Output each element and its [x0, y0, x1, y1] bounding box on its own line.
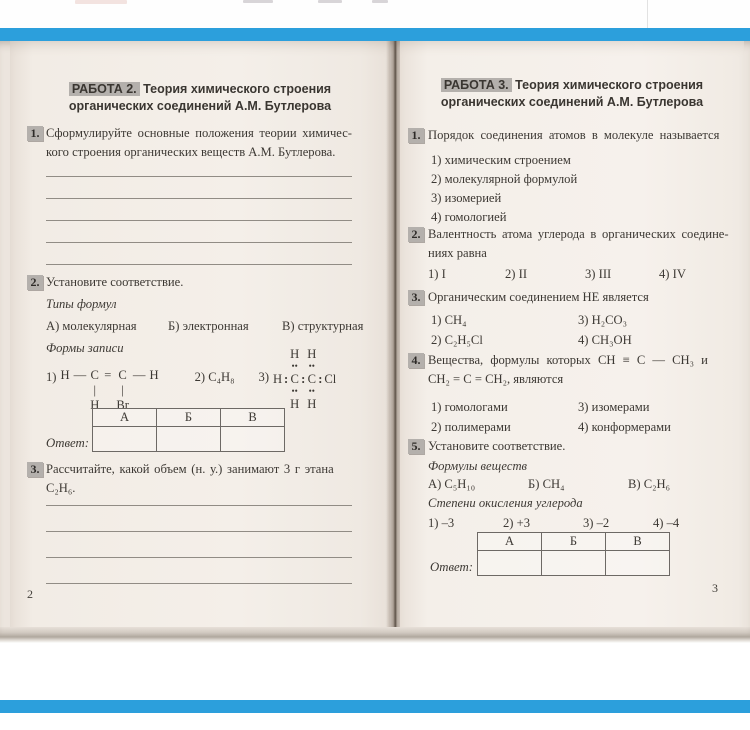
question-text-line: Установите соответствие. — [428, 439, 566, 453]
option: 1) гомологами — [431, 400, 508, 414]
electron-formula-grid — [273, 348, 336, 413]
column-header-v: В — [606, 533, 670, 551]
header-line-1 — [400, 77, 744, 94]
atom: H — [290, 347, 300, 361]
page-left — [10, 41, 390, 627]
electron-dots: •• — [291, 386, 298, 396]
browser-top-strip — [0, 0, 750, 28]
answer-table-left — [92, 408, 285, 452]
question-text-line: Рассчитайте, какой объем (н. у.) занимают 3 г этана — [46, 462, 334, 476]
atom: C — [118, 368, 127, 382]
page-right — [400, 41, 744, 627]
ruled-answer-line — [46, 532, 352, 558]
answer-cell-a — [478, 551, 542, 576]
atom: C — [290, 372, 299, 386]
question-text-line: Порядок соединения атомов в молекуле называется — [428, 128, 720, 142]
answer-lines-q1 — [46, 155, 352, 265]
question-number-badge: 1. — [27, 126, 43, 141]
option: 3) изомерами — [578, 400, 650, 414]
formula-label: 3) — [258, 370, 270, 384]
answer-label: Ответ: — [46, 436, 90, 450]
header-line-2: органических соединений А.М. Бутлерова — [440, 95, 704, 109]
question-5 — [408, 437, 722, 532]
atom: Cl — [324, 372, 337, 386]
option: 3) изомерией — [431, 191, 502, 205]
question-number-badge: 3. — [408, 290, 424, 305]
left-page-header — [10, 81, 390, 115]
answer-table-header-row — [93, 409, 285, 427]
clipped-toolbar-artifact — [318, 0, 342, 3]
option: 3) H₂CO₃ — [578, 313, 628, 327]
options-inline — [428, 265, 722, 284]
option: 2) +3 — [503, 516, 531, 530]
question-number-badge: 3. — [27, 462, 43, 477]
answer-table-input-row — [478, 551, 670, 576]
question-text-line: Сформулируйте основные положения теории химичес- — [46, 126, 352, 140]
atom: C — [307, 372, 316, 386]
match-group-label: Типы формул — [46, 297, 117, 311]
question-text-line: CH₂ = C = CH₂, являются — [428, 372, 564, 386]
option: 3) III — [585, 267, 612, 281]
answer-cell-b — [157, 427, 221, 452]
option: 1) I — [428, 267, 446, 281]
molecular-formula: 2) C₄H₈ — [194, 370, 235, 384]
bond: — — [73, 368, 87, 382]
question-text-line: ниях равна — [428, 246, 487, 260]
header-title: Теория химического строения — [515, 78, 704, 92]
electron-dots: •• — [308, 386, 315, 396]
formula-type-options — [46, 317, 362, 336]
answer-cell-b — [542, 551, 606, 576]
ruled-answer-line — [46, 199, 352, 221]
electron-dots: •• — [308, 361, 315, 371]
question-text-line: Установите соответствие. — [46, 275, 184, 289]
electron-formula — [259, 348, 337, 413]
clipped-toolbar-artifact — [75, 0, 127, 4]
ruled-answer-line — [46, 506, 352, 532]
option: В) структурная — [282, 319, 364, 333]
match-group-label: Степени окисления углерода — [428, 496, 583, 510]
options-two-column — [431, 310, 722, 350]
question-text-line: Вещества, формулы которых CH ≡ C — CH₃ и — [428, 353, 708, 367]
answer-cell-v — [221, 427, 285, 452]
header-line-2: органических соединений А.М. Бутлерова — [68, 99, 332, 113]
question-1 — [408, 126, 722, 227]
ruled-answer-line — [46, 558, 352, 584]
option: 4) CH₃OH — [578, 333, 632, 347]
formula-row — [46, 348, 362, 413]
toolbar-divider — [647, 0, 648, 28]
atom: H — [307, 347, 317, 361]
book-bottom-edge — [0, 627, 750, 643]
option: Б) электронная — [168, 319, 249, 333]
question-text-line: кого строения органических веществ А.М. Бутлерова. — [46, 145, 336, 159]
electron-dots: •• — [291, 361, 298, 371]
page-number-right: 3 — [712, 581, 718, 595]
clipped-toolbar-artifact — [243, 0, 273, 3]
option: 4) IV — [659, 267, 686, 281]
option: А) молекулярная — [46, 319, 137, 333]
question-2 — [408, 225, 729, 284]
ruled-answer-line — [46, 243, 352, 265]
answer-table-right — [477, 532, 670, 576]
clipped-toolbar-artifact — [372, 0, 388, 3]
option: 3) –2 — [583, 516, 610, 530]
option: А) C₅H₁₀ — [428, 477, 476, 491]
option: 1) CH₄ — [431, 313, 467, 327]
option: 4) гомологией — [431, 210, 507, 224]
bond: | — [121, 383, 124, 397]
oxidation-options — [428, 514, 722, 532]
page-number-left: 2 — [27, 587, 33, 601]
answer-cell-a — [93, 427, 157, 452]
electron-pair: : — [318, 372, 323, 386]
question-number-badge: 2. — [408, 227, 424, 242]
ruled-answer-line — [46, 155, 352, 177]
ruled-answer-line — [46, 177, 352, 199]
question-4 — [408, 351, 722, 437]
bond: — — [132, 368, 146, 382]
scanned-book-spread — [0, 41, 750, 643]
top-accent-bar — [0, 28, 750, 41]
atom: H — [60, 368, 70, 382]
electron-pair: : — [301, 372, 306, 386]
bond: | — [93, 383, 97, 397]
option: 1) химическим строением — [431, 153, 571, 167]
structural-formula-grid — [61, 368, 159, 413]
question-text-line: Органическим соединением НЕ является — [428, 290, 649, 304]
atom: H — [290, 397, 300, 411]
question-number-badge: 5. — [408, 439, 424, 454]
bond: = — [104, 368, 112, 382]
structural-formula — [46, 368, 159, 413]
electron-pair: : — [284, 372, 289, 386]
options-two-column — [431, 397, 722, 437]
options-list — [431, 151, 722, 227]
substance-formulas — [428, 475, 722, 493]
match-group-label: Формулы веществ — [428, 459, 528, 473]
question-2 — [27, 273, 362, 413]
answer-lines-q3 — [46, 484, 352, 584]
atom: Br — [116, 398, 129, 412]
option: 4) –4 — [653, 516, 680, 530]
option: 2) полимерами — [431, 420, 511, 434]
atom: H — [90, 398, 100, 412]
column-header-a: А — [478, 533, 542, 551]
question-text-line: C₂H₆. — [46, 481, 76, 495]
option: 2) молекулярной формулой — [431, 172, 578, 186]
formula-label: 1) — [46, 370, 57, 384]
column-header-b: Б — [157, 409, 221, 427]
question-number-badge: 4. — [408, 353, 424, 368]
option: Б) CH₄ — [528, 477, 565, 491]
question-3 — [408, 288, 722, 350]
ruled-answer-line — [46, 221, 352, 243]
atom: H — [307, 397, 317, 411]
column-header-b: Б — [542, 533, 606, 551]
question-number-badge: 1. — [408, 128, 424, 143]
atom: H — [149, 368, 159, 382]
bottom-accent-bar — [0, 700, 750, 713]
ruled-answer-line — [46, 484, 352, 506]
option: 2) II — [505, 267, 528, 281]
work-badge: РАБОТА 3. — [441, 78, 512, 92]
atom: H — [273, 372, 283, 386]
option: 2) C₂H₅Cl — [431, 333, 483, 347]
option: В) C₂H₆ — [628, 477, 671, 491]
match-group-label: Формы записи — [46, 341, 124, 355]
option: 4) конформерами — [578, 420, 671, 434]
column-header-v: В — [221, 409, 285, 427]
answer-table-header-row — [478, 533, 670, 551]
right-page-header — [400, 77, 744, 111]
atom: C — [90, 368, 99, 382]
header-line-1 — [10, 81, 390, 98]
question-text-line: Валентность атома углерода в органических соедине- — [428, 227, 729, 241]
answer-cell-v — [606, 551, 670, 576]
header-title: Теория химического строения — [143, 82, 332, 96]
answer-label: Ответ: — [430, 560, 474, 574]
answer-table-input-row — [93, 427, 285, 452]
question-number-badge: 2. — [27, 275, 43, 290]
work-badge: РАБОТА 2. — [69, 82, 140, 96]
option: 1) –3 — [428, 516, 455, 530]
column-header-a: А — [93, 409, 157, 427]
